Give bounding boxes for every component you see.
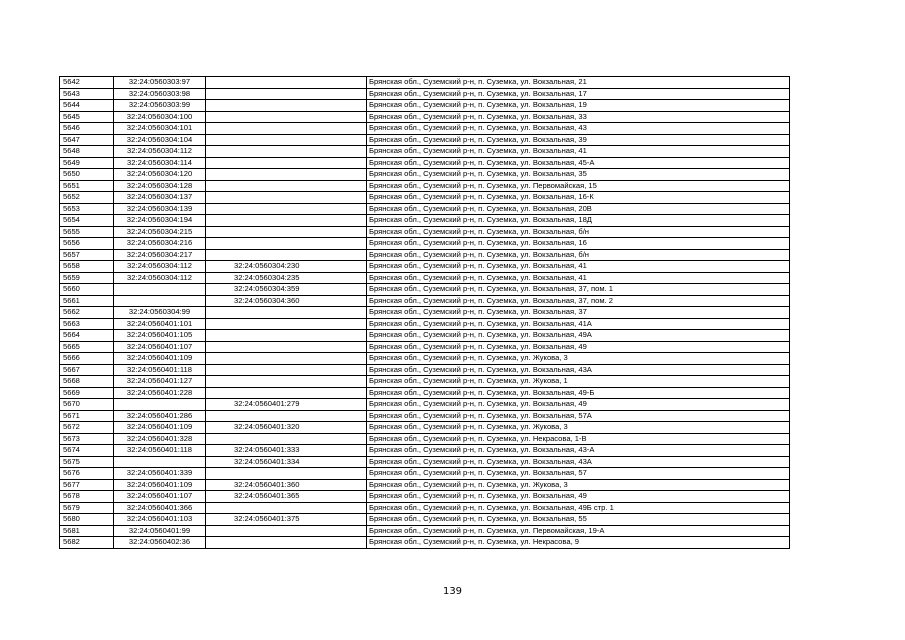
table-row	[60, 502, 790, 514]
cadastral-number-cell: 32:24:0560304:101	[114, 123, 206, 135]
cadastral-number-cell: 32:24:0560401:366	[114, 502, 206, 514]
row-number-cell: 5659	[60, 272, 114, 284]
table-row	[60, 123, 790, 135]
row-number-cell: 5648	[60, 146, 114, 158]
cadastral-number-cell	[114, 399, 206, 411]
cadastral-number-cell: 32:24:0560401:109	[114, 479, 206, 491]
table-row	[60, 284, 790, 296]
row-number-cell: 5678	[60, 491, 114, 503]
cadastral-number-cell	[114, 284, 206, 296]
address-cell: Брянская обл., Суземский р-н, п. Суземка, ул. Некрасова, 9	[367, 537, 790, 549]
registry-table	[59, 76, 790, 549]
row-number-cell: 5677	[60, 479, 114, 491]
cadastral-number-cell: 32:24:0560402:36	[114, 537, 206, 549]
table-row	[60, 341, 790, 353]
cadastral-number-cell: 32:24:0560401:328	[114, 433, 206, 445]
address-cell: Брянская обл., Суземский р-н, п. Суземка, ул. Вокзальная, 16-К	[367, 192, 790, 204]
address-cell: Брянская обл., Суземский р-н, п. Суземка, ул. Вокзальная, 33	[367, 111, 790, 123]
table-row	[60, 203, 790, 215]
table-row	[60, 111, 790, 123]
table-row	[60, 215, 790, 227]
row-number-cell: 5673	[60, 433, 114, 445]
row-number-cell: 5674	[60, 445, 114, 457]
cadastral-number-cell: 32:24:0560401:109	[114, 422, 206, 434]
row-number-cell: 5664	[60, 330, 114, 342]
table-row	[60, 134, 790, 146]
child-cadastral-number-cell	[206, 387, 367, 399]
table-row	[60, 433, 790, 445]
address-cell: Брянская обл., Суземский р-н, п. Суземка, ул. Вокзальная, 21	[367, 77, 790, 89]
row-number-cell: 5650	[60, 169, 114, 181]
child-cadastral-number-cell	[206, 433, 367, 445]
address-cell: Брянская обл., Суземский р-н, п. Суземка, ул. Вокзальная, 49Б стр. 1	[367, 502, 790, 514]
table-row	[60, 157, 790, 169]
cadastral-number-cell: 32:24:0560304:99	[114, 307, 206, 319]
address-cell: Брянская обл., Суземский р-н, п. Суземка, ул. Вокзальная, 37	[367, 307, 790, 319]
table-row	[60, 537, 790, 549]
address-cell: Брянская обл., Суземский р-н, п. Суземка, ул. Вокзальная, 49	[367, 491, 790, 503]
row-number-cell: 5657	[60, 249, 114, 261]
table-row	[60, 238, 790, 250]
child-cadastral-number-cell	[206, 330, 367, 342]
row-number-cell: 5647	[60, 134, 114, 146]
table-row	[60, 410, 790, 422]
child-cadastral-number-cell	[206, 77, 367, 89]
child-cadastral-number-cell	[206, 376, 367, 388]
child-cadastral-number-cell	[206, 318, 367, 330]
table-row	[60, 330, 790, 342]
child-cadastral-number-cell: 32:24:0560401:375	[206, 514, 367, 526]
cadastral-number-cell: 32:24:0560303:99	[114, 100, 206, 112]
address-cell: Брянская обл., Суземский р-н, п. Суземка, ул. Вокзальная, б/н	[367, 249, 790, 261]
address-cell: Брянская обл., Суземский р-н, п. Суземка, ул. Вокзальная, 49-Б	[367, 387, 790, 399]
address-cell: Брянская обл., Суземский р-н, п. Суземка, ул. Вокзальная, 19	[367, 100, 790, 112]
address-cell: Брянская обл., Суземский р-н, п. Суземка, ул. Вокзальная, 18Д	[367, 215, 790, 227]
child-cadastral-number-cell: 32:24:0560304:235	[206, 272, 367, 284]
cadastral-number-cell: 32:24:0560401:228	[114, 387, 206, 399]
cadastral-number-cell: 32:24:0560401:118	[114, 445, 206, 457]
address-cell: Брянская обл., Суземский р-н, п. Суземка, ул. Вокзальная, 57А	[367, 410, 790, 422]
row-number-cell: 5644	[60, 100, 114, 112]
child-cadastral-number-cell	[206, 353, 367, 365]
row-number-cell: 5643	[60, 88, 114, 100]
child-cadastral-number-cell	[206, 88, 367, 100]
row-number-cell: 5676	[60, 468, 114, 480]
row-number-cell: 5681	[60, 525, 114, 537]
child-cadastral-number-cell	[206, 410, 367, 422]
cadastral-number-cell: 32:24:0560304:128	[114, 180, 206, 192]
cadastral-number-cell: 32:24:0560304:217	[114, 249, 206, 261]
cadastral-number-cell: 32:24:0560401:286	[114, 410, 206, 422]
child-cadastral-number-cell	[206, 525, 367, 537]
child-cadastral-number-cell	[206, 537, 367, 549]
cadastral-number-cell: 32:24:0560401:101	[114, 318, 206, 330]
child-cadastral-number-cell: 32:24:0560401:279	[206, 399, 367, 411]
row-number-cell: 5655	[60, 226, 114, 238]
row-number-cell: 5671	[60, 410, 114, 422]
address-cell: Брянская обл., Суземский р-н, п. Суземка, ул. Вокзальная, 41	[367, 146, 790, 158]
address-cell: Брянская обл., Суземский р-н, п. Суземка, ул. Вокзальная, 43-А	[367, 445, 790, 457]
address-cell: Брянская обл., Суземский р-н, п. Суземка, ул. Вокзальная, 49	[367, 341, 790, 353]
address-cell: Брянская обл., Суземский р-н, п. Суземка, ул. Вокзальная, 45-А	[367, 157, 790, 169]
row-number-cell: 5658	[60, 261, 114, 273]
address-cell: Брянская обл., Суземский р-н, п. Суземка, ул. Первомайская, 19-А	[367, 525, 790, 537]
cadastral-number-cell: 32:24:0560304:194	[114, 215, 206, 227]
address-cell: Брянская обл., Суземский р-н, п. Суземка, ул. Вокзальная, 43	[367, 123, 790, 135]
address-cell: Брянская обл., Суземский р-н, п. Суземка, ул. Вокзальная, 35	[367, 169, 790, 181]
table-row	[60, 272, 790, 284]
address-cell: Брянская обл., Суземский р-н, п. Суземка, ул. Вокзальная, 49А	[367, 330, 790, 342]
child-cadastral-number-cell: 32:24:0560304:360	[206, 295, 367, 307]
child-cadastral-number-cell	[206, 157, 367, 169]
table-row	[60, 146, 790, 158]
child-cadastral-number-cell: 32:24:0560401:360	[206, 479, 367, 491]
cadastral-number-cell: 32:24:0560304:100	[114, 111, 206, 123]
table-row	[60, 479, 790, 491]
address-cell: Брянская обл., Суземский р-н, п. Суземка, ул. Вокзальная, 41	[367, 272, 790, 284]
child-cadastral-number-cell	[206, 180, 367, 192]
cadastral-number-cell: 32:24:0560401:99	[114, 525, 206, 537]
address-cell: Брянская обл., Суземский р-н, п. Суземка, ул. Вокзальная, 43А	[367, 456, 790, 468]
table-row	[60, 399, 790, 411]
table-row	[60, 169, 790, 181]
cadastral-number-cell: 32:24:0560304:137	[114, 192, 206, 204]
table-row	[60, 376, 790, 388]
child-cadastral-number-cell	[206, 123, 367, 135]
registry-table-body	[60, 77, 790, 549]
table-row	[60, 88, 790, 100]
address-cell: Брянская обл., Суземский р-н, п. Суземка, ул. Вокзальная, 41А	[367, 318, 790, 330]
child-cadastral-number-cell	[206, 146, 367, 158]
row-number-cell: 5666	[60, 353, 114, 365]
cadastral-number-cell: 32:24:0560304:139	[114, 203, 206, 215]
table-row	[60, 353, 790, 365]
table-row	[60, 249, 790, 261]
cadastral-number-cell: 32:24:0560304:104	[114, 134, 206, 146]
table-row	[60, 514, 790, 526]
row-number-cell: 5668	[60, 376, 114, 388]
child-cadastral-number-cell	[206, 111, 367, 123]
child-cadastral-number-cell	[206, 238, 367, 250]
table-row	[60, 318, 790, 330]
address-cell: Брянская обл., Суземский р-н, п. Суземка, ул. Вокзальная, 43А	[367, 364, 790, 376]
child-cadastral-number-cell	[206, 364, 367, 376]
table-row	[60, 387, 790, 399]
child-cadastral-number-cell	[206, 341, 367, 353]
address-cell: Брянская обл., Суземский р-н, п. Суземка, ул. Вокзальная, 55	[367, 514, 790, 526]
table-row	[60, 422, 790, 434]
row-number-cell: 5645	[60, 111, 114, 123]
table-row	[60, 100, 790, 112]
cadastral-number-cell: 32:24:0560401:105	[114, 330, 206, 342]
child-cadastral-number-cell: 32:24:0560304:359	[206, 284, 367, 296]
row-number-cell: 5652	[60, 192, 114, 204]
address-cell: Брянская обл., Суземский р-н, п. Суземка, ул. Жукова, 1	[367, 376, 790, 388]
cadastral-number-cell: 32:24:0560401:339	[114, 468, 206, 480]
child-cadastral-number-cell	[206, 249, 367, 261]
cadastral-number-cell	[114, 295, 206, 307]
cadastral-number-cell: 32:24:0560401:127	[114, 376, 206, 388]
child-cadastral-number-cell: 32:24:0560401:365	[206, 491, 367, 503]
row-number-cell: 5680	[60, 514, 114, 526]
table-row	[60, 525, 790, 537]
address-cell: Брянская обл., Суземский р-н, п. Суземка, ул. Вокзальная, 41	[367, 261, 790, 273]
cadastral-number-cell: 32:24:0560401:107	[114, 341, 206, 353]
cadastral-number-cell: 32:24:0560401:107	[114, 491, 206, 503]
table-row	[60, 491, 790, 503]
row-number-cell: 5661	[60, 295, 114, 307]
cadastral-number-cell: 32:24:0560304:216	[114, 238, 206, 250]
table-row	[60, 364, 790, 376]
address-cell: Брянская обл., Суземский р-н, п. Суземка, ул. Некрасова, 1-В	[367, 433, 790, 445]
address-cell: Брянская обл., Суземский р-н, п. Суземка, ул. Вокзальная, 20В	[367, 203, 790, 215]
row-number-cell: 5665	[60, 341, 114, 353]
row-number-cell: 5662	[60, 307, 114, 319]
cadastral-number-cell: 32:24:0560303:98	[114, 88, 206, 100]
row-number-cell: 5656	[60, 238, 114, 250]
row-number-cell: 5672	[60, 422, 114, 434]
address-cell: Брянская обл., Суземский р-н, п. Суземка, ул. Жукова, 3	[367, 353, 790, 365]
cadastral-number-cell: 32:24:0560304:112	[114, 261, 206, 273]
cadastral-number-cell: 32:24:0560401:103	[114, 514, 206, 526]
address-cell: Брянская обл., Суземский р-н, п. Суземка, ул. Вокзальная, 57	[367, 468, 790, 480]
child-cadastral-number-cell	[206, 502, 367, 514]
cadastral-number-cell	[114, 456, 206, 468]
table-row	[60, 180, 790, 192]
row-number-cell: 5654	[60, 215, 114, 227]
child-cadastral-number-cell	[206, 215, 367, 227]
address-cell: Брянская обл., Суземский р-н, п. Суземка, ул. Вокзальная, б/н	[367, 226, 790, 238]
table-row	[60, 261, 790, 273]
child-cadastral-number-cell	[206, 203, 367, 215]
table-row	[60, 77, 790, 89]
child-cadastral-number-cell	[206, 192, 367, 204]
cadastral-number-cell: 32:24:0560304:120	[114, 169, 206, 181]
address-cell: Брянская обл., Суземский р-н, п. Суземка, ул. Вокзальная, 17	[367, 88, 790, 100]
cadastral-number-cell: 32:24:0560304:215	[114, 226, 206, 238]
table-row	[60, 192, 790, 204]
row-number-cell: 5682	[60, 537, 114, 549]
child-cadastral-number-cell: 32:24:0560304:230	[206, 261, 367, 273]
table-row	[60, 226, 790, 238]
row-number-cell: 5649	[60, 157, 114, 169]
row-number-cell: 5653	[60, 203, 114, 215]
address-cell: Брянская обл., Суземский р-н, п. Суземка, ул. Вокзальная, 37, пом. 2	[367, 295, 790, 307]
table-row	[60, 295, 790, 307]
row-number-cell: 5670	[60, 399, 114, 411]
child-cadastral-number-cell	[206, 307, 367, 319]
cadastral-number-cell: 32:24:0560401:118	[114, 364, 206, 376]
child-cadastral-number-cell: 32:24:0560401:333	[206, 445, 367, 457]
child-cadastral-number-cell: 32:24:0560401:320	[206, 422, 367, 434]
address-cell: Брянская обл., Суземский р-н, п. Суземка, ул. Вокзальная, 49	[367, 399, 790, 411]
child-cadastral-number-cell	[206, 100, 367, 112]
table-row	[60, 445, 790, 457]
child-cadastral-number-cell: 32:24:0560401:334	[206, 456, 367, 468]
child-cadastral-number-cell	[206, 169, 367, 181]
address-cell: Брянская обл., Суземский р-н, п. Суземка, ул. Первомайская, 15	[367, 180, 790, 192]
cadastral-number-cell: 32:24:0560304:114	[114, 157, 206, 169]
cadastral-number-cell: 32:24:0560304:112	[114, 272, 206, 284]
row-number-cell: 5679	[60, 502, 114, 514]
cadastral-number-cell: 32:24:0560303:97	[114, 77, 206, 89]
address-cell: Брянская обл., Суземский р-н, п. Суземка, ул. Жукова, 3	[367, 422, 790, 434]
address-cell: Брянская обл., Суземский р-н, п. Суземка, ул. Вокзальная, 16	[367, 238, 790, 250]
row-number-cell: 5675	[60, 456, 114, 468]
row-number-cell: 5651	[60, 180, 114, 192]
row-number-cell: 5663	[60, 318, 114, 330]
child-cadastral-number-cell	[206, 226, 367, 238]
table-row	[60, 456, 790, 468]
cadastral-number-cell: 32:24:0560401:109	[114, 353, 206, 365]
child-cadastral-number-cell	[206, 468, 367, 480]
row-number-cell: 5669	[60, 387, 114, 399]
row-number-cell: 5642	[60, 77, 114, 89]
row-number-cell: 5667	[60, 364, 114, 376]
row-number-cell: 5660	[60, 284, 114, 296]
child-cadastral-number-cell	[206, 134, 367, 146]
page-number: 139	[442, 586, 463, 597]
address-cell: Брянская обл., Суземский р-н, п. Суземка, ул. Вокзальная, 39	[367, 134, 790, 146]
table-row	[60, 307, 790, 319]
cadastral-number-cell: 32:24:0560304:112	[114, 146, 206, 158]
address-cell: Брянская обл., Суземский р-н, п. Суземка, ул. Жукова, 3	[367, 479, 790, 491]
table-row	[60, 468, 790, 480]
address-cell: Брянская обл., Суземский р-н, п. Суземка, ул. Вокзальная, 37, пом. 1	[367, 284, 790, 296]
row-number-cell: 5646	[60, 123, 114, 135]
